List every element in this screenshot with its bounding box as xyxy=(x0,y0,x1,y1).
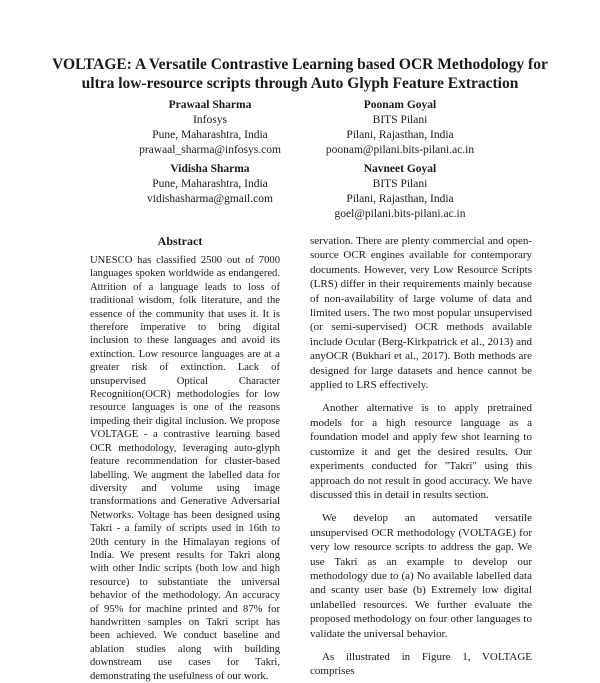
author-email: goel@pilani.bits-pilani.ac.in xyxy=(334,208,466,220)
author-email: vidishasharma@gmail.com xyxy=(147,193,273,205)
title-line-2: ultra low-resource scripts through Auto Glyph Feature Extraction xyxy=(81,75,519,92)
paper-title xyxy=(40,55,560,93)
title-line-1: VOLTAGE: A Versatile Contrastive Learning based OCR Methodology for xyxy=(52,56,548,73)
author-affiliation: Infosys xyxy=(193,114,227,126)
abstract-text: UNESCO has classified 2500 out of 7000 languages spoken worldwide as endangered. Attrition of a language leads to loss of traditional wisdom, folk literature, and the essence of the community that uses it. It is therefore imperative to bring digital inclusion to these languages and avoid its extinction. Low resource languages are at a greater risk of extinction. Lack of unsupervised Optical Character Recognition(OCR) methodologies for low resource languages is one of the reasons impeding their digital inclusion. We propose VOLTAGE - a contrastive learning based OCR methodology, leveraging auto-glyph feature recommendation for cluster-based labelling. We augment the labelled data for diversity and volume using image transformations and Generative Adversarial Networks. Voltage has been designed using Takri - a family of scripts used in 16th to 20th century in the Himalayan regions of India. We present results for Takri along with other Indic scripts (both low and high resource) to substantiate the universal behavior of the methodology. An accuracy of 95% for machine printed and 87% for handwritten samples on Takri script has been achieved. We conduct baseline and ablation studies along with building downstream use cases for Takri, demonstrating the usefulness of our work. xyxy=(90,255,280,682)
author-affiliation: BITS Pilani xyxy=(372,114,428,126)
body-paragraph: As illustrated in Figure 1, VOLTAGE comprises xyxy=(310,650,532,678)
author-block-poonam-goyal xyxy=(310,98,490,158)
author-email: poonam@pilani.bits-pilani.ac.in xyxy=(325,144,475,156)
author-location: Pilani, Rajasthan, India xyxy=(346,129,454,141)
author-name: Prawaal Sharma xyxy=(168,99,252,111)
author-block-vidisha-sharma xyxy=(110,162,310,207)
author-email: prawaal_sharma@infosys.com xyxy=(139,144,281,156)
abstract-heading: Abstract xyxy=(157,234,203,248)
author-location: Pilani, Rajasthan, India xyxy=(346,193,454,205)
abstract-column xyxy=(90,254,280,683)
body-paragraph: We develop an automated versatile unsupervised OCR methodology (VOLTAGE) for very low resource scripts to address the gap. We use Takri as an example to develop our methodology due to (a) No available labelled data and scanty user base (b) Extremely low digital unlabelled resources. We further evaluate the proposed methodology on four other languages to validate the universal behavior. xyxy=(310,512,532,640)
author-block-navneet-goyal xyxy=(310,162,490,222)
author-name: Poonam Goyal xyxy=(363,99,437,111)
author-name: Vidisha Sharma xyxy=(170,163,250,175)
author-location: Pune, Maharashtra, India xyxy=(152,178,268,190)
author-name: Navneet Goyal xyxy=(363,163,437,175)
body-column-right xyxy=(310,234,532,679)
author-location: Pune, Maharashtra, India xyxy=(152,129,268,141)
body-paragraph: servation. There are plenty commercial and open-source OCR engines available for contemporary documents. However, very Low Resource Scripts (LRS) differ in their requirements mainly because of non-availability of large volume of data and limited users. The two most popular unsupervised (or semi-supervised) OCR methods available include Ocular (Berg-Kirkpatrick et al., 2013) and anyOCR (Bukhari et al., 2017). Both methods are designed for large datasets and hence cannot be applied to LRS effectively. xyxy=(310,235,532,392)
body-paragraph: Another alternative is to apply pretrained models for a high resource language as a foundation model and apply few shot learning to customize it and get the desired results. Our experiments conducted for "Takri" using this approach do not result in good accuracy. We have discussed this in detail in results section. xyxy=(310,402,532,501)
author-affiliation: BITS Pilani xyxy=(372,178,428,190)
author-block-prawaal-sharma xyxy=(110,98,310,158)
